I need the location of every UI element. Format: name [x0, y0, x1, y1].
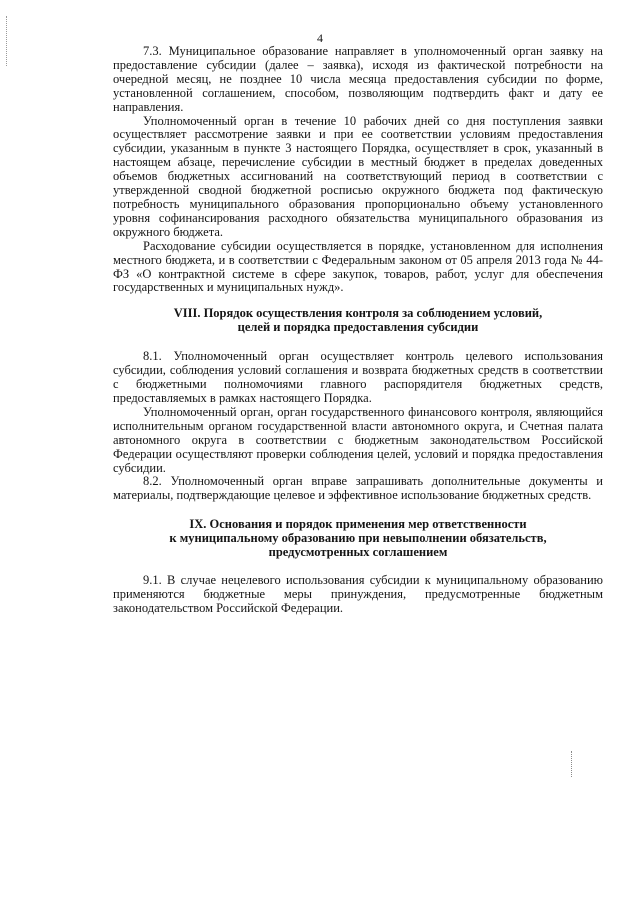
- paragraph-8-1-audit: Уполномоченный орган, орган государственного финансового контроля, являющийся исполнительным органом государственной власти автономного округа, и Счетная палата автономного округа в соответствии с бюджетным законодательством Российской Федерации осуществляют проверки соблюдения целей, условий и порядка предоставления субсидии.: [113, 404, 603, 475]
- section-8-heading: [113, 306, 603, 334]
- document-body: [113, 45, 603, 616]
- paragraph-9-1: 9.1. В случае нецелевого использования субсидии к муниципальному образованию применяются бюджетные меры принуждения, предусмотренные бюджетным законодательством Российской Федерации.: [113, 573, 603, 616]
- paragraph-8-1: 8.1. Уполномоченный орган осуществляет контроль целевого использования субсидии, соблюдения условий соглашения и возврата бюджетных средств в соответствии с бюджетными полномочиями главного распорядителя бюджетных средств, предоставляемых в рамках настоящего Порядка.: [113, 349, 603, 406]
- section-9-heading-line-2: к муниципальному образованию при невыполнении обязательств,: [169, 531, 547, 546]
- section-9-heading-line-3: предусмотренных соглашением: [268, 545, 448, 560]
- page-number: 4: [317, 31, 323, 45]
- section-8-heading-line-1: VIII. Порядок осуществления контроля за соблюдением условий,: [173, 306, 543, 321]
- section-8-heading-line-2: целей и порядка предоставления субсидии: [237, 320, 479, 335]
- section-9-heading: [113, 517, 603, 559]
- paragraph-7-3-spending: Расходование субсидии осуществляется в порядке, установленном для исполнения местного бюджета, и в соответствии с Федеральным законом от 05 апреля 2013 года № 44-ФЗ «О контрактной системе в сфере закупок, товаров, работ, услуг для обеспечения государственных и муниципальных нужд».: [113, 238, 603, 295]
- paragraph-8-2: 8.2. Уполномоченный орган вправе запрашивать дополнительные документы и материалы, подтверждающие целевое и эффективное использование бюджетных средств.: [113, 474, 603, 503]
- paragraph-7-3-review: Уполномоченный орган в течение 10 рабочих дней со дня поступления заявки осуществляет рассмотрение заявки и при ее соответствии условиям предоставления субсидии, указанным в пункте 3 настоящего Порядка, осуществляет в срок, указанный в настоящем абзаце, перечисление субсидии в местный бюджет в пределах доведенных объемов бюджетных ассигнований на соответствующий период в соответствии с утвержденной сводной бюджетной росписью окружного бюджета под фактическую потребность муниципального образования пропорционально объему установленного уровня софинансирования расходного обязательства муниципального образования из окружного бюджета.: [113, 113, 603, 239]
- section-9-heading-line-1: IX. Основания и порядок применения мер ответственности: [189, 517, 527, 532]
- paragraph-7-3: 7.3. Муниципальное образование направляет в уполномоченный орган заявку на предоставление субсидии (далее – заявка), исходя из фактической потребности на очередной месяц, не позднее 10 числа месяца предоставления субсидии по форме, установленной соглашением, способом, позволяющим подтвердить факт и дату ее направления.: [113, 44, 603, 114]
- scan-artifact-mark: [571, 751, 574, 777]
